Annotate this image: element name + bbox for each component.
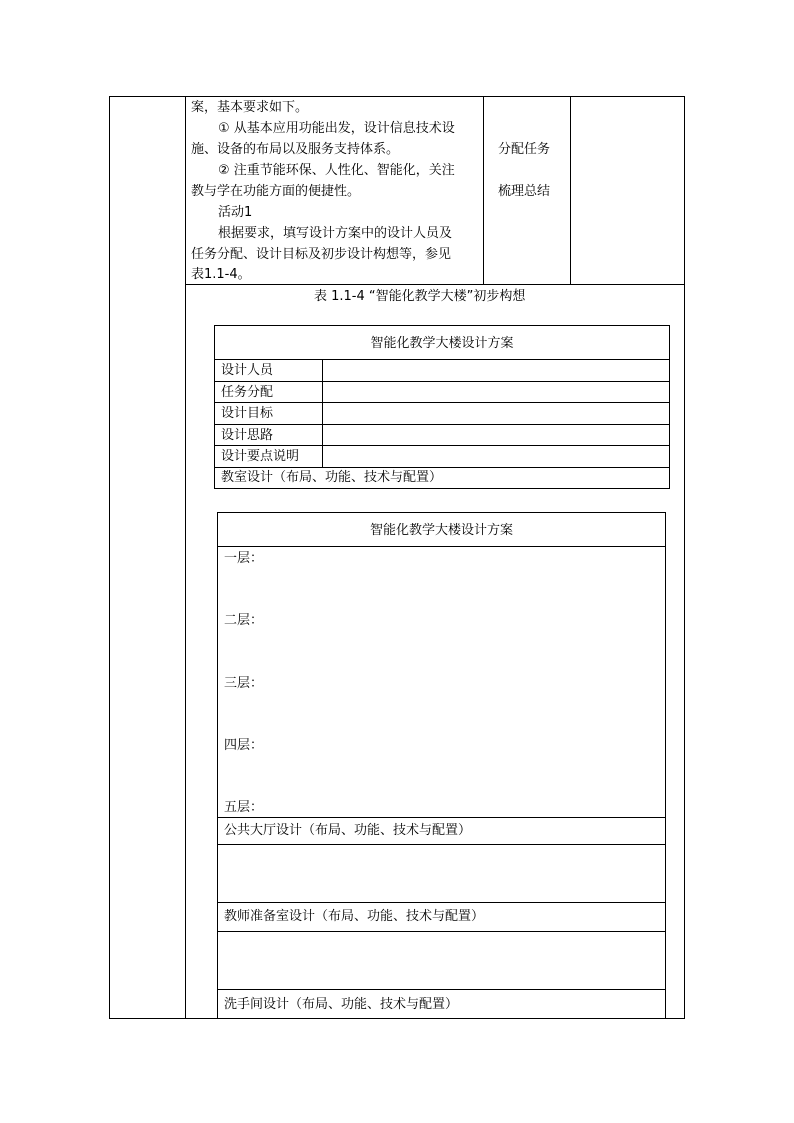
section-teacher-room-label: 教师准备室设计（布局、功能、技术与配置） xyxy=(224,909,485,924)
table2-hline-4 xyxy=(217,902,666,903)
floor-5-label: 五层： xyxy=(224,800,264,815)
table-caption: 表 1.1-4 “智能化教学大楼”初步构想 xyxy=(314,289,526,304)
table1-row-design-idea: 设计思路 xyxy=(221,428,274,443)
design-goal-field[interactable] xyxy=(323,403,669,424)
text-line-9: 表1.1-4。 xyxy=(191,267,251,282)
floor-1-label: 一层： xyxy=(224,551,264,566)
floor-3-label: 三层： xyxy=(224,676,264,691)
side-label-summary: 梳理总结 xyxy=(498,184,551,199)
table1-row-design-goal: 设计目标 xyxy=(221,406,274,421)
text-line-3: 施、设备的布局以及服务支持体系。 xyxy=(191,142,400,157)
table1-row-designers: 设计人员 xyxy=(221,363,274,378)
table2-hline-6 xyxy=(217,989,666,990)
table2-hline-2 xyxy=(217,817,666,818)
column-divider-3 xyxy=(570,96,571,284)
design-points-field[interactable] xyxy=(323,446,669,467)
designers-field[interactable] xyxy=(323,360,669,381)
section-lobby-label: 公共大厅设计（布局、功能、技术与配置） xyxy=(224,823,472,838)
text-line-7: 根据要求，填写设计方案中的设计人员及 xyxy=(218,226,453,241)
text-line-1: 案，基本要求如下。 xyxy=(191,100,309,115)
task-assignment-field[interactable] xyxy=(323,382,669,402)
row-divider xyxy=(185,284,685,285)
table1-title: 智能化教学大楼设计方案 xyxy=(370,336,514,351)
table1-footer-classroom: 教室设计（布局、功能、技术与配置） xyxy=(221,470,443,485)
floor-2-label: 二层： xyxy=(224,613,264,628)
table2-title: 智能化教学大楼设计方案 xyxy=(369,523,513,538)
section-restroom-label: 洗手间设计（布局、功能、技术与配置） xyxy=(224,997,459,1012)
design-idea-field[interactable] xyxy=(323,425,669,445)
text-line-8: 任务分配、设计目标及初步设计构想等，参见 xyxy=(191,247,452,262)
column-divider-1 xyxy=(185,96,186,1019)
teacher-room-design-field[interactable] xyxy=(218,932,665,989)
text-line-5: 教与学在功能方面的便捷性。 xyxy=(191,184,361,199)
table1-row-design-points: 设计要点说明 xyxy=(221,449,300,464)
text-line-6: 活动1 xyxy=(218,205,253,220)
lobby-design-field[interactable] xyxy=(218,845,665,902)
table1-row-task-assignment: 任务分配 xyxy=(221,385,274,400)
text-line-2: ① 从基本应用功能出发，设计信息技术设 xyxy=(218,121,455,136)
table2-hline-1 xyxy=(217,546,666,547)
floor-4-label: 四层： xyxy=(224,738,264,753)
column-divider-2 xyxy=(483,96,484,284)
side-label-assign-task: 分配任务 xyxy=(498,142,551,157)
text-line-4: ② 注重节能环保、人性化、智能化，关注 xyxy=(218,163,455,178)
